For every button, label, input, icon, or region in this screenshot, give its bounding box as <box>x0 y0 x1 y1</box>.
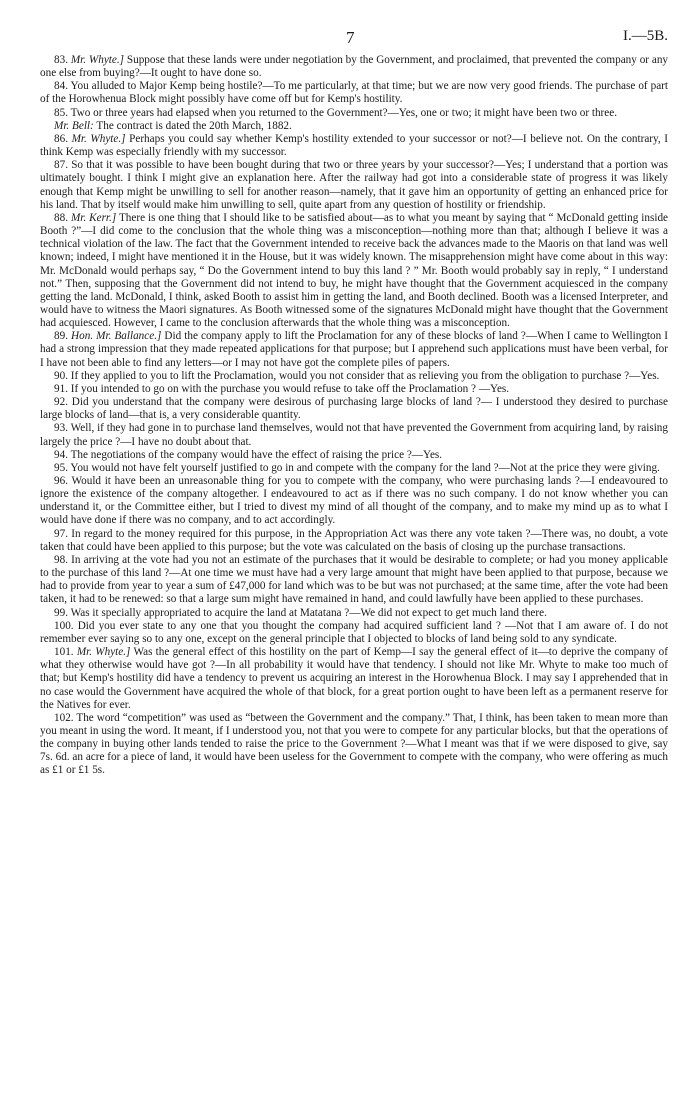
document-page <box>40 28 668 778</box>
paragraph-text: Well, if they had gone in to purchase land themselves, would not that have prevented the Government from acquiring land, by raising largely the price ?—I have no doubt about that. <box>40 422 668 448</box>
question-number: 99. <box>54 606 68 619</box>
paragraph-text: Suppose that these lands were under negotiation by the Government, and proclaimed, that prevented the company or any one else from buying?—It ought to have done so. <box>40 54 669 80</box>
paragraph-89 <box>40 330 668 369</box>
transcript-body <box>40 54 668 778</box>
paragraph-text: Perhaps you could say whether Kemp's hostility extended to your successor or not?—I believe not. On the contrary, I think Kemp was especially friendly with my successor. <box>40 132 669 159</box>
speaker: Mr. Whyte.] <box>71 132 126 145</box>
paragraph-text: The negotiations of the company would have the effect of raising the price ?—Yes. <box>70 448 443 461</box>
speaker: Mr. Whyte.] <box>76 646 131 659</box>
paragraph-text: Two or three years had elapsed when you returned to the Government?—Yes, one or two; it might have been two or three. <box>70 106 618 119</box>
paragraph-text: Would it have been an unreasonable thing for you to compete with the company, who were purchasing lands ?—I endeavoured to ignore the existence of the company altogether. I endeavoured to act as if there was no such company. I do not know whether you can understand it, or the Committee either, but I tried to divest my mind of all thought of the company, and to make my mind up as to what I would have done if there was no company, and to act accordingly. <box>40 475 668 527</box>
paragraph-mr-bell <box>40 120 668 133</box>
paragraph-84 <box>40 80 668 106</box>
question-number: 93. <box>54 422 68 435</box>
speaker: Mr. Whyte.] <box>70 54 125 66</box>
paragraph-text: The word “competition” was used as “between the Government and the company.” That, I think, has been taken to mean more than you meant in using the word. It meant, if I understood you, not that you were to compete for any particular blocks, but that the operations of the company in buying other lands tended to raise the price to the Government ?—What I meant was that if we were disposed to give, say 7s. 6d. an acre for a piece of land, it would have been useless for the Government to compete with the company, who were offering as much as £1 or £1 5s. <box>40 711 668 777</box>
paragraph-text: So that it was possible to have been bought during that two or three years by your successor?—Yes; I understand that a portion was ultimately bought. I think I might give an explanation here. After the railway had got into a considerable state of progress it was likely enough that Kemp might be unwilling to sell for another reason—namely, that it gave him an opportunity of getting an enhanced price for his land. That by itself would make him unwilling to sell, quite apart from any question of hostility or friendship. <box>40 159 668 211</box>
question-number: 89. <box>54 330 68 343</box>
paragraph-96 <box>40 475 668 528</box>
question-number: 92. <box>54 396 68 409</box>
question-number: 87. <box>54 159 68 172</box>
paragraph-text: Did you ever state to any one that you thought the company had acquired sufficient land ? —Not that I am aware of. I do not remember ever saying so to any one, except on the general principle that I objected to blocks of land being sold to any syndicate. <box>40 619 669 645</box>
question-number: 90. <box>54 369 68 382</box>
paragraph-text: In regard to the money required for this purpose, in the Appropriation Act was there any vote taken ?—There was, no doubt, a vote taken that could have been applied to this purpose; but the vote was calculated on the basis of closing up the purchase transactions. <box>40 527 669 553</box>
paragraph-92 <box>40 396 668 422</box>
paragraph-text: Did the company apply to lift the Proclamation for any of these blocks of land ?—When I came to Wellington I had a strong impression that they made repeated applications for that purpose; but I apprehend such applications must have been verbal, for I have not been able to find any letters—or I may not have got the complete piles of papers. <box>40 330 669 369</box>
question-number: 102. <box>54 711 74 724</box>
question-number: 97. <box>54 527 68 540</box>
paragraph-90 <box>40 370 668 383</box>
paragraph-83 <box>40 54 668 80</box>
paragraph-text: You would not have felt yourself justified to go in and compete with the company for the land ?—Not at the price they were giving. <box>70 461 660 474</box>
question-number: 84. <box>54 80 68 93</box>
paragraph-93 <box>40 422 668 448</box>
paragraph-88 <box>40 212 668 330</box>
paragraph-95 <box>40 462 668 475</box>
question-number: 88. <box>54 211 68 224</box>
question-number: 86. <box>54 132 68 145</box>
paragraph-text: In arriving at the vote had you not an estimate of the purchases that it would be desirable to complete; or had you money applicable to the purchase of this land ?—At one time we must have had a very large amount that might have been applied to that purpose, because we had to provide from year to year a sum of £47,000 for land which was to be but was not purchased; at the same time, after the vote had been taken, it had to be renewed: so that a large sum might have remained in hand, and could lawfully have been applied to these purchases. <box>40 553 668 606</box>
speaker: Mr. Bell: <box>54 119 94 132</box>
question-number: 100. <box>54 619 74 632</box>
question-number: 91. <box>54 382 68 395</box>
document-reference: I.—5B. <box>623 28 668 44</box>
paragraph-text: If they applied to you to lift the Proclamation, would you not consider that as relieving you from the obligation to purchase ?—Yes. <box>70 369 660 382</box>
page-number: 7 <box>346 28 355 47</box>
question-number: 96. <box>54 475 68 487</box>
question-number: 101. <box>54 646 74 659</box>
speaker: Hon. Mr. Ballance.] <box>71 330 162 343</box>
paragraph-98 <box>40 554 668 607</box>
paragraph-text: Was the general effect of this hostility on the part of Kemp—I say the general effect of it—to deprive the company of what they otherwise would have got ?—In all probability it would have that tendency. I should not like Mr. Whyte to make too much of that; but Kemp's hostility did have a tendency to prevent us acquiring an interest in the Horowhenua Block. I may say I apprehended that in no case would the Government have acquired the whole of that block, for a great portion ought to have been left as a permanent reserve for the Natives for ever. <box>40 646 668 711</box>
paragraph-102 <box>40 712 668 778</box>
paragraph-text: You alluded to Major Kemp being hostile?—To me particularly, at that time; but we are now very good friends. The purchase of part of the Horowhenua Block might possibly have come off but for Kemp's hostility. <box>40 80 668 106</box>
paragraph-86 <box>40 133 668 159</box>
question-number: 94. <box>54 448 68 461</box>
paragraph-91 <box>40 383 668 396</box>
paragraph-text: Was it specially appropriated to acquire the land at Matatana ?—We did not expect to get much land there. <box>70 606 547 619</box>
paragraph-99 <box>40 607 668 620</box>
paragraph-text: Did you understand that the company were desirous of purchasing large blocks of land ?— I understood they desired to purchase large blocks of land—that is, a very considerable quantity. <box>40 396 668 422</box>
paragraph-87 <box>40 159 668 212</box>
paragraph-text: There is one thing that I should like to be satisfied about—as to what you meant by saying that “ McDonald getting inside Booth ?”—I did come to the conclusion that the whole thing was a misconception—nothing more than that; although I believe it was a technical violation of the law. The fact that the Government intended to receive back the advances made to the Maoris on that land was well known; indeed, I might have mentioned it in the House, but it was widely known. The misapprehension might have come about in this way: Mr. McDonald would perhaps say, “ Do the Government intend to buy this land ? ” Mr. Booth would probably say in reply, “ I understand not.” Then, supposing that the Government did not intend to buy, he might have thought that the Government acquiesced in the company getting the land. McDonald, I think, asked Booth to assist him in getting the land, and Booth declined. Booth was a licensed Interpreter, and would have to witness the Maori signatures. As Booth witnessed some of the signatures McDonald might have thought that the Government had acquiesced. However, I came to the conclusion afterwards that the whole thing was a misconception. <box>40 211 669 330</box>
question-number: 95. <box>54 461 68 474</box>
paragraph-94 <box>40 449 668 462</box>
paragraph-text: If you intended to go on with the purchase you would refuse to take off the Proclamation ? —Yes. <box>70 382 510 395</box>
question-number: 83. <box>54 54 68 66</box>
paragraph-100 <box>40 620 668 646</box>
speaker: Mr. Kerr.] <box>70 211 117 224</box>
paragraph-text: The contract is dated the 20th March, 1882. <box>96 119 292 132</box>
page-header <box>40 28 668 54</box>
paragraph-97 <box>40 528 668 554</box>
question-number: 98. <box>54 553 68 566</box>
question-number: 85. <box>54 106 68 119</box>
paragraph-85 <box>40 107 668 120</box>
paragraph-101 <box>40 646 668 712</box>
